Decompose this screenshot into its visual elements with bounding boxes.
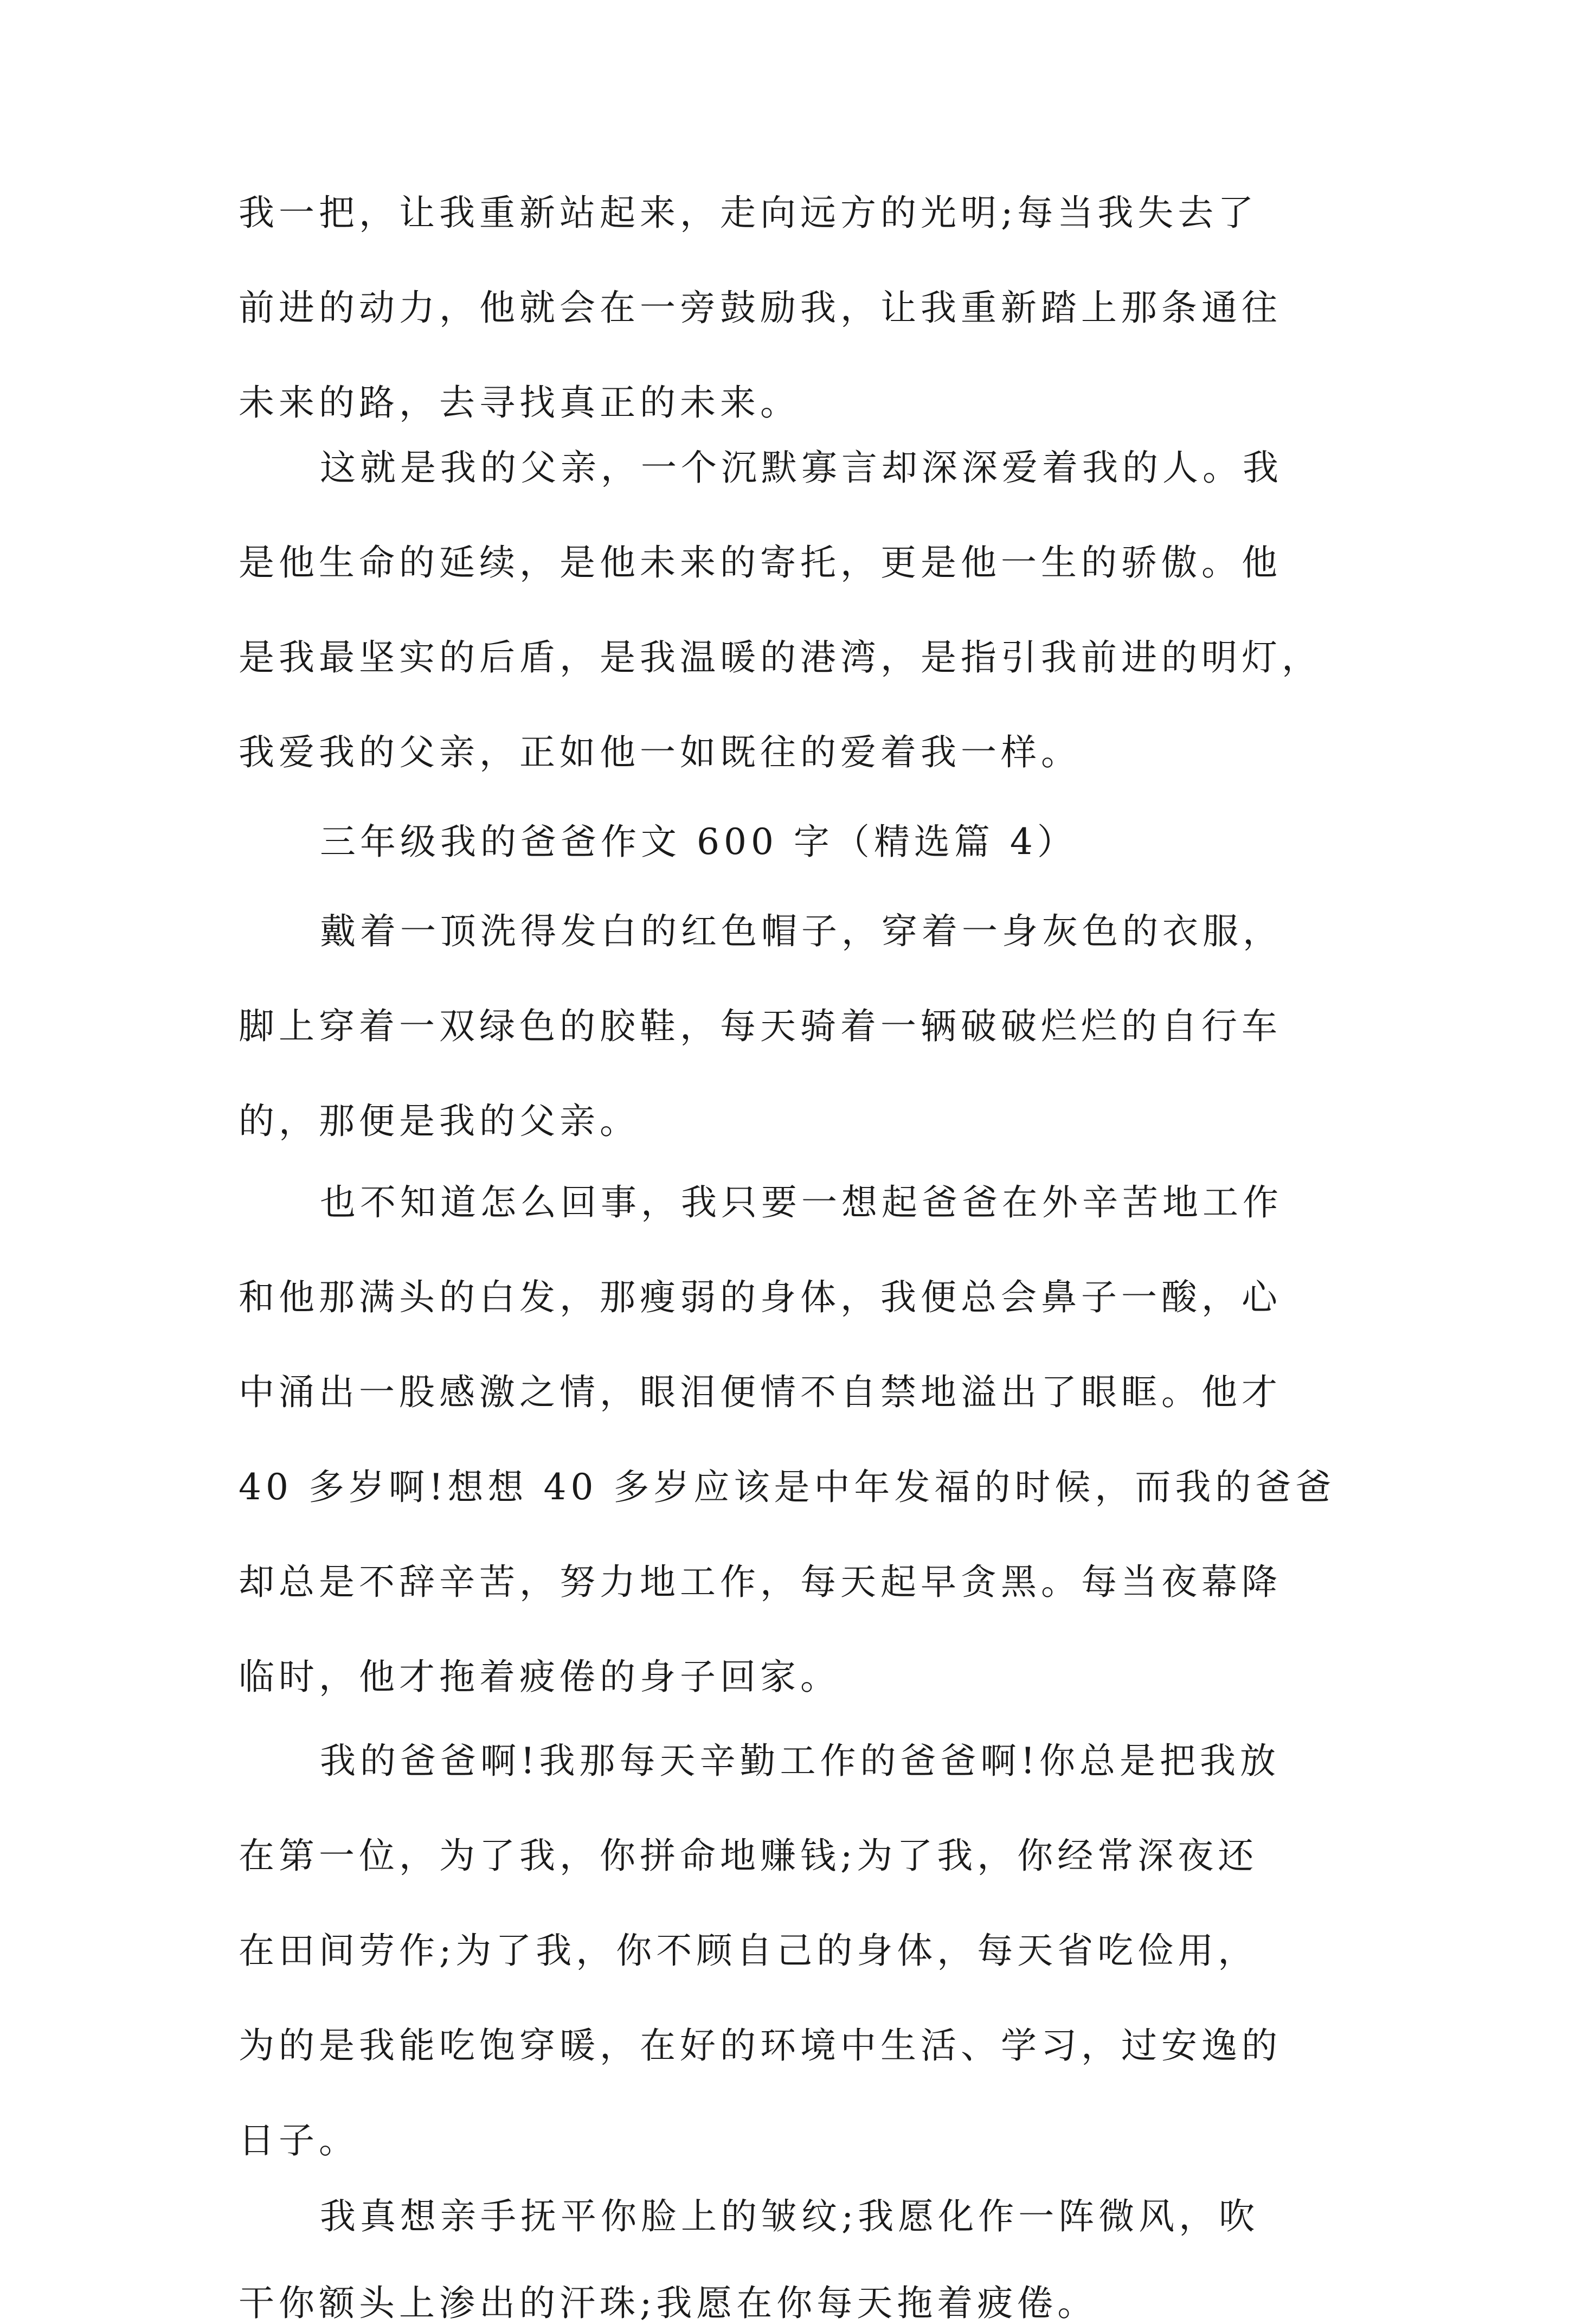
text-line: 中涌出一股感激之情，眼泪便情不自禁地溢出了眼眶。他才 [239, 1371, 1282, 1413]
text-line: 我爱我的父亲，正如他一如既往的爱着我一样。 [239, 731, 1081, 773]
text-line: 在第一位，为了我，你拼命地赚钱;为了我，你经常深夜还 [239, 1835, 1258, 1877]
text-line: 脚上穿着一双绿色的胶鞋，每天骑着一辆破破烂烂的自行车 [239, 1005, 1282, 1047]
text-line: 和他那满头的白发，那瘦弱的身体，我便总会鼻子一酸，心 [239, 1276, 1282, 1318]
section-heading: 三年级我的爸爸作文 600 字（精选篇 4） [320, 821, 1077, 863]
text-line: 这就是我的父亲，一个沉默寡言却深深爱着我的人。我 [320, 447, 1283, 489]
text-line: 我的爸爸啊!我那每天辛勤工作的爸爸啊!你总是把我放 [320, 1740, 1281, 1782]
text-line: 干你额头上渗出的汗珠;我愿在你每天拖着疲倦。 [239, 2282, 1098, 2324]
text-line: 为的是我能吃饱穿暖，在好的环境中生活、学习，过安逸的 [239, 2025, 1282, 2066]
text-line: 日子。 [239, 2120, 359, 2161]
text-line: 我一把，让我重新站起来，走向远方的光明;每当我失去了 [239, 192, 1258, 234]
text-line: 是他生命的延续，是他未来的寄托，更是他一生的骄傲。他 [239, 542, 1282, 583]
text-line: 在田间劳作;为了我，你不顾自己的身体，每天省吃俭用， [239, 1930, 1258, 1972]
text-line: 40 多岁啊!想想 40 多岁应该是中年发福的时候，而我的爸爸 [239, 1466, 1336, 1508]
text-line: 是我最坚实的后盾，是我温暖的港湾，是指引我前进的明灯， [239, 637, 1322, 678]
text-line: 的，那便是我的父亲。 [239, 1100, 640, 1142]
text-line: 却总是不辞辛苦，努力地工作，每天起早贪黑。每当夜幕降 [239, 1561, 1282, 1603]
text-line: 未来的路，去寻找真正的未来。 [239, 382, 800, 423]
text-line: 戴着一顶洗得发白的红色帽子，穿着一身灰色的衣服， [320, 910, 1283, 952]
text-line: 前进的动力，他就会在一旁鼓励我，让我重新踏上那条通往 [239, 287, 1282, 329]
text-line: 也不知道怎么回事，我只要一想起爸爸在外辛苦地工作 [320, 1182, 1283, 1223]
text-line: 临时，他才拖着疲倦的身子回家。 [239, 1656, 840, 1698]
text-line: 我真想亲手抚平你脸上的皱纹;我愿化作一阵微风，吹 [320, 2195, 1259, 2237]
